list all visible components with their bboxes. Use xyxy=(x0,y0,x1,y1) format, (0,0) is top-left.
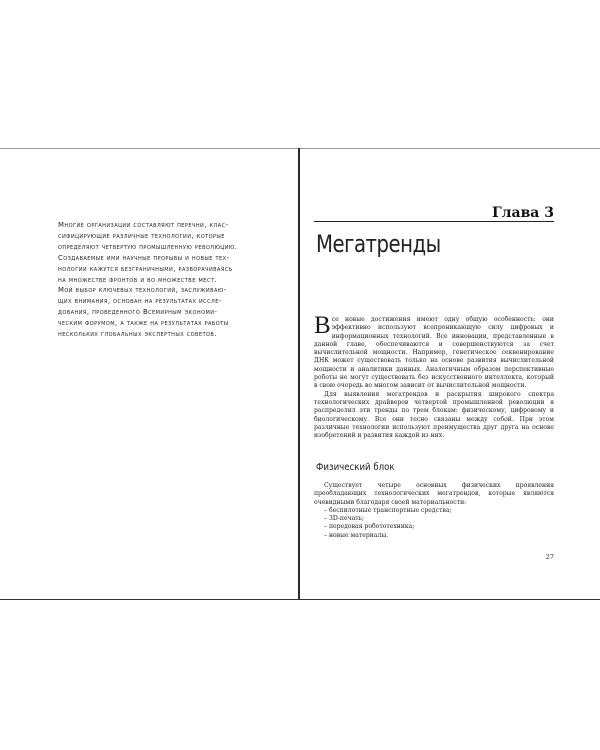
epigraph-line: на множестве фронтов и во множестве мест. xyxy=(58,275,217,284)
book-gutter xyxy=(298,148,300,600)
spread-bottom-edge xyxy=(0,599,600,600)
page-title: Мегатренды xyxy=(316,230,441,258)
epigraph-line: определяют четвертую промышленную революцию. xyxy=(58,242,238,251)
section-heading: Физический блок xyxy=(316,462,395,473)
technology-list xyxy=(314,507,554,540)
paragraph-2: Для выявления мегатрендов и раскрытия широкого спектра технологических драйверов четвертой промышленной революции я распределил эти тренды по трем блокам: физическому, цифровому и биологическому. Все они тесно связаны между собой. При этом различные технологии используют преимущества друг друга на основе изобретений и развития каждой из них. xyxy=(314,390,554,440)
paragraph-1-text: се новые достижения имеют одну общую особенность: они эффективно используют всепроникающую силу цифровых и информационных технологий. Все инновации, представленные в данной главе, обеспечиваются и совершенствуются за счет вычислительной мощности. Например, генетическое секвенирование ДНК может существовать только на основе развития вычислительной мощности и аналитики данных. Аналогичным образом перспективные роботы не могут существовать без искусственного интеллекта, который в свою очередь во многом зависит от вычислительной мощности. xyxy=(314,316,554,390)
paragraph-1 xyxy=(314,312,554,391)
epigraph-line: сифицирующие различные технологии, которые xyxy=(58,231,225,240)
epigraph-line: ческим форумом, а также на результатах работы xyxy=(58,319,229,328)
section-intro: Существует четыре основных физических проявления преобладающих технологических мегатрендов, которые являются очевидными благодаря своей материальности: xyxy=(314,482,554,506)
epigraph-line: Многие организации составляют перечни, клас- xyxy=(58,221,229,229)
chapter-rule xyxy=(314,221,554,222)
epigraph-line: нескольких глобальных экспертных советов. xyxy=(58,330,217,339)
list-item: – 3D-печать; xyxy=(324,515,364,523)
section-body xyxy=(314,482,554,540)
list-item: – новые материалы. xyxy=(324,531,389,539)
list-item: – беспилотные транспортные средства; xyxy=(324,506,452,514)
chapter-body xyxy=(314,312,554,440)
epigraph-line: дования, проведенного Всемирным экономи- xyxy=(58,308,218,317)
left-page-epigraph xyxy=(58,220,264,340)
epigraph-line: Создаваемые ими научные прорывы и новые тех- xyxy=(58,253,230,262)
epigraph-line: Мой выбор ключевых технологий, заслуживаю- xyxy=(58,286,227,295)
drop-cap: В xyxy=(314,312,331,339)
spread-top-edge xyxy=(0,148,600,149)
book-spread xyxy=(0,148,600,600)
epigraph-line: нологии кажутся безграничными, разворачиваясь xyxy=(58,264,233,273)
chapter-label: Глава 3 xyxy=(491,205,554,221)
epigraph-line: щих внимания, основан на результатах иссле- xyxy=(58,297,222,306)
page-number: 27 xyxy=(545,553,554,561)
list-item: – передовая робототехника; xyxy=(324,523,415,531)
